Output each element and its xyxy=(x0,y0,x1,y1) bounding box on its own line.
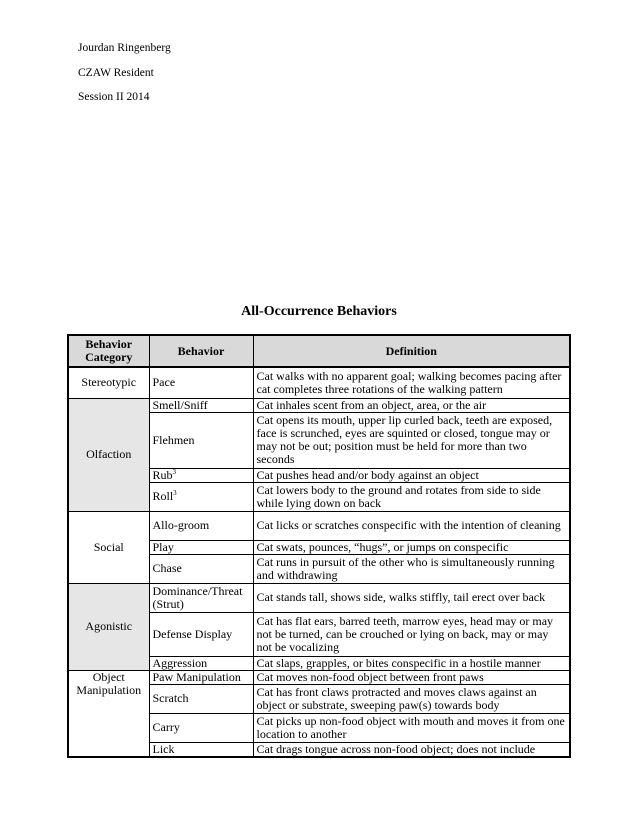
definition-cell: Cat walks with no apparent goal; walking becomes pacing after cat completes three rotations of the walking pattern xyxy=(253,367,570,398)
behavior-cell: Lick xyxy=(149,742,253,757)
definition-cell: Cat moves non-food object between front paws xyxy=(253,670,570,684)
behavior-cell: Chase xyxy=(149,554,253,583)
author-name: Jourdan Ringenberg xyxy=(78,42,171,54)
definition-cell: Cat runs in pursuit of the other who is simultaneously running and withdrawing xyxy=(253,554,570,583)
behavior-cell: Carry xyxy=(149,713,253,742)
behavior-label: Rub xyxy=(152,467,173,482)
footnote-marker: 3 xyxy=(172,467,177,476)
table-row xyxy=(68,511,570,540)
table-row xyxy=(68,583,570,612)
table-title: All-Occurrence Behaviors xyxy=(241,304,397,319)
behavior-cell: Defense Display xyxy=(149,612,253,656)
category-cell: Stereotypic xyxy=(68,367,149,398)
category-cell: Olfaction xyxy=(68,398,149,511)
behavior-cell: Dominance/Threat (Strut) xyxy=(149,583,253,612)
author-role: CZAW Resident xyxy=(78,67,154,79)
behavior-label: Roll xyxy=(152,489,174,503)
behavior-cell: Flehmen xyxy=(149,412,253,468)
header-behavior: Behavior xyxy=(149,335,253,367)
behavior-cell xyxy=(149,468,253,482)
category-cell: Social xyxy=(68,511,149,583)
definition-cell: Cat opens its mouth, upper lip curled back, teeth are exposed, face is scrunched, eyes are squinted or closed, tongue may or may not be out; position must be held for more than two seconds xyxy=(253,412,570,468)
definition-cell: Cat inhales scent from an object, area, or the air xyxy=(253,398,570,412)
behavior-cell: Aggression xyxy=(149,656,253,670)
table-row xyxy=(68,670,570,684)
behavior-cell: Smell/Sniff xyxy=(149,398,253,412)
behavior-cell: Allo-groom xyxy=(149,511,253,540)
session-label: Session II 2014 xyxy=(78,91,150,103)
definition-cell: Cat stands tall, shows side, walks stiffly, tail erect over back xyxy=(253,583,570,612)
definition-cell: Cat picks up non-food object with mouth and moves it from one location to another xyxy=(253,713,570,742)
definition-cell: Cat lowers body to the ground and rotates from side to side while lying down on back xyxy=(253,482,570,511)
table-header-row xyxy=(68,335,570,367)
behaviors-table xyxy=(67,334,571,758)
behavior-cell xyxy=(149,482,253,511)
definition-cell: Cat has front claws protracted and moves claws against an object or substrate, sweeping paw(s) towards body xyxy=(253,684,570,713)
footnote-marker: 3 xyxy=(173,489,177,497)
definition-cell: Cat swats, pounces, “hugs”, or jumps on conspecific xyxy=(253,540,570,554)
definition-cell: Cat pushes head and/or body against an object xyxy=(253,468,570,482)
definition-cell: Cat has flat ears, barred teeth, marrow eyes, head may or may not be turned, can be crouched or lying on back, may or may not be vocalizing xyxy=(253,612,570,656)
header-behavior-category: Behavior Category xyxy=(68,335,149,367)
behavior-cell: Play xyxy=(149,540,253,554)
behavior-cell: Pace xyxy=(149,367,253,398)
header-definition: Definition xyxy=(253,335,570,367)
category-cell: Agonistic xyxy=(68,583,149,670)
table-row xyxy=(68,398,570,412)
category-cell: Object Manipulation xyxy=(68,670,149,757)
behavior-cell: Scratch xyxy=(149,684,253,713)
behavior-cell: Paw Manipulation xyxy=(149,670,253,684)
definition-cell: Cat slaps, grapples, or bites conspecific in a hostile manner xyxy=(253,656,570,670)
definition-cell: Cat licks or scratches conspecific with the intention of cleaning xyxy=(253,511,570,540)
definition-cell: Cat drags tongue across non-food object; does not include xyxy=(253,742,570,757)
table-row xyxy=(68,367,570,398)
